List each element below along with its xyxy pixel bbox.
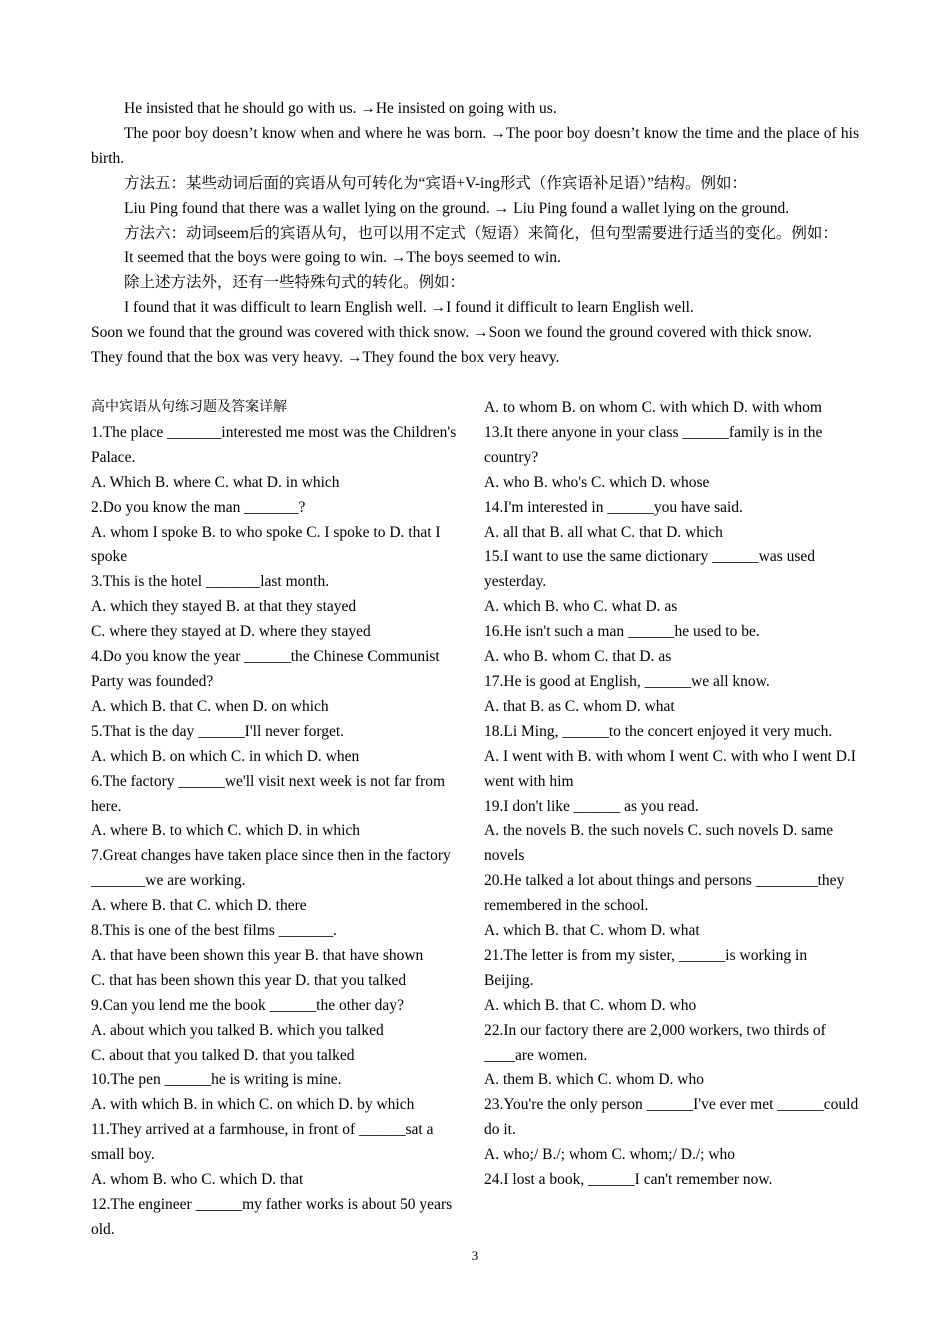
exercise-line: 19.I don't like ______ as you read. bbox=[484, 797, 699, 815]
exercise-line: A. to whom B. on whom C. with which D. with whom bbox=[484, 399, 822, 416]
exercise-line: 7.Great changes have taken place since then in the factory _______we are working. bbox=[91, 847, 451, 890]
exercise-line: A. that have been shown this year B. that have shown bbox=[91, 946, 424, 964]
exercise-left-column bbox=[91, 396, 467, 1243]
exercise-line: A. which B. that C. when D. on which bbox=[91, 697, 329, 715]
exercise-line: A. which B. that C. whom D. what bbox=[484, 922, 700, 940]
intro-section bbox=[91, 97, 859, 371]
exercise-line: A. which they stayed B. at that they stayed bbox=[91, 598, 357, 616]
exercise-line: A. who B. whom C. that D. as bbox=[484, 648, 672, 666]
exercise-line: A. all that B. all what C. that D. which bbox=[484, 523, 723, 541]
intro-line: Liu Ping found that there was a wallet lying on the ground. → Liu Ping found a wallet lying on the ground. bbox=[124, 199, 790, 217]
intro-line: They found that the box was very heavy. →They found the box very heavy. bbox=[91, 349, 560, 367]
exercise-line: A. about which you talked B. which you talked bbox=[91, 1021, 384, 1039]
exercise-line: 5.That is the day ______I'll never forget. bbox=[91, 722, 345, 740]
exercise-line: 6.The factory ______we'll visit next week is not far from here. bbox=[91, 772, 446, 815]
intro-line: It seemed that the boys were going to win. →The boys seemed to win. bbox=[124, 249, 561, 267]
exercise-line: A. who;/ B./; whom C. whom;/ D./; who bbox=[484, 1146, 736, 1164]
exercise-line: 2.Do you know the man _______? bbox=[91, 498, 306, 516]
exercise-line: A. them B. which C. whom D. who bbox=[484, 1071, 705, 1089]
intro-line: 方法五：某些动词后面的宾语从句可转化为“宾语+V-ing形式（作宾语补足语）”结构。例如： bbox=[124, 174, 747, 192]
intro-line: 除上述方法外，还有一些特殊句式的转化。例如： bbox=[124, 274, 466, 292]
exercise-line: 9.Can you lend me the book ______the other day? bbox=[91, 996, 404, 1014]
exercise-line: A. who B. who's C. which D. whose bbox=[484, 473, 710, 491]
exercise-line: 13.It there anyone in your class ______family is in the country? bbox=[484, 423, 823, 466]
exercise-line: 3.This is the hotel _______last month. bbox=[91, 573, 330, 591]
exercise-line: 4.Do you know the year ______the Chinese Communist Party was founded? bbox=[91, 648, 440, 690]
exercise-line: A. Which B. where C. what D. in which bbox=[91, 473, 340, 491]
exercise-line: A. that B. as C. whom D. what bbox=[484, 697, 675, 715]
exercise-line: 17.He is good at English, ______we all know. bbox=[484, 672, 770, 690]
exercise-line: 22.In our factory there are 2,000 workers, two thirds of ____are women. bbox=[484, 1021, 826, 1064]
exercise-line: 20.He talked a lot about things and persons ________they remembered in the school. bbox=[484, 872, 845, 915]
exercise-line: A. whom I spoke B. to who spoke C. I spoke to D. that I spoke bbox=[91, 523, 441, 566]
exercise-line: 24.I lost a book, ______I can't remember now. bbox=[484, 1171, 773, 1189]
exercise-line: 8.This is one of the best films _______. bbox=[91, 922, 337, 940]
intro-line: I found that it was difficult to learn English well. →I found it difficult to learn English well. bbox=[124, 299, 694, 317]
intro-line: He insisted that he should go with us. →He insisted on going with us. bbox=[124, 100, 557, 117]
exercise-line: A. which B. on which C. in which D. when bbox=[91, 747, 360, 765]
intro-line: The poor boy doesn’t know when and where he was born. →The poor boy doesn’t know the time and the place of his birth. bbox=[91, 124, 859, 167]
exercise-line: 11.They arrived at a farmhouse, in front of ______sat a small boy. bbox=[91, 1121, 434, 1164]
exercise-line: C. that has been shown this year D. that you talked bbox=[91, 971, 407, 989]
exercise-line: A. where B. that C. which D. there bbox=[91, 897, 307, 915]
exercise-line: A. whom B. who C. which D. that bbox=[91, 1171, 304, 1189]
exercise-line: 12.The engineer ______my father works is about 50 years old. bbox=[91, 1196, 453, 1238]
intro-line: Soon we found that the ground was covered with thick snow. →Soon we found the ground covered with thick snow. bbox=[91, 324, 812, 342]
exercise-line: 1.The place _______interested me most was the Children's Palace. bbox=[91, 423, 457, 466]
exercise-right-column bbox=[484, 396, 860, 1193]
exercise-line: A. which B. who C. what D. as bbox=[484, 598, 678, 616]
exercise-line: 14.I'm interested in ______you have said. bbox=[484, 498, 743, 516]
exercise-line: 10.The pen ______he is writing is mine. bbox=[91, 1071, 342, 1089]
exercise-line: 16.He isn't such a man ______he used to be. bbox=[484, 623, 760, 641]
exercise-line: A. the novels B. the such novels C. such novels D. same novels bbox=[484, 822, 834, 865]
exercise-line: C. where they stayed at D. where they stayed bbox=[91, 623, 371, 641]
section-heading: 高中宾语从句练习题及答案详解 bbox=[91, 400, 287, 415]
exercise-line: C. about that you talked D. that you talked bbox=[91, 1046, 355, 1064]
exercise-line: 15.I want to use the same dictionary ______was used yesterday. bbox=[484, 548, 816, 591]
exercise-line: 21.The letter is from my sister, ______is working in Beijing. bbox=[484, 946, 808, 989]
exercise-line: 18.Li Ming, ______to the concert enjoyed it very much. bbox=[484, 722, 833, 740]
page-number: 3 bbox=[471, 1248, 479, 1263]
exercise-line: 23.You're the only person ______I've ever met ______could do it. bbox=[484, 1096, 859, 1139]
exercise-line: A. where B. to which C. which D. in which bbox=[91, 822, 361, 840]
exercise-line: A. which B. that C. whom D. who bbox=[484, 996, 697, 1014]
exercise-line: A. I went with B. with whom I went C. with who I went D.I went with him bbox=[484, 747, 856, 790]
exercise-line: A. with which B. in which C. on which D. by which bbox=[91, 1096, 415, 1114]
intro-line: 方法六：动词seem后的宾语从句，也可以用不定式（短语）来简化，但句型需要进行适当的变化。例如： bbox=[124, 224, 838, 242]
